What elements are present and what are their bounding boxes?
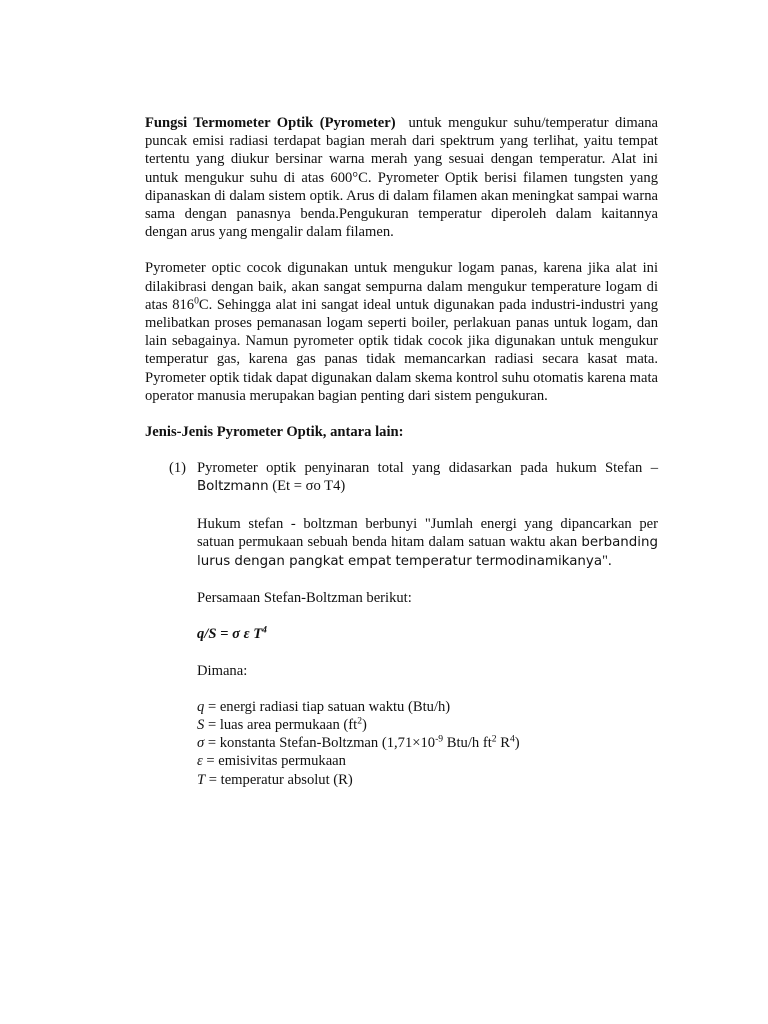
law-statement-text: Hukum stefan - boltzman berbunyi "Jumlah energi yang dipancarkan per satuan permukaan sebuah benda hitam dalam satuan waktu akan [197,515,658,550]
definition-symbol: T [197,771,206,788]
paragraph-intro [145,114,658,241]
definition-t [197,771,658,789]
equation-intro: Persamaan Stefan-Boltzman berikut: [197,590,412,607]
list-item-title-text: Pyrometer optik penyinaran total yang didasarkan pada hukum Stefan – [197,460,658,477]
list-item-title [197,459,658,496]
definition-symbol: q [197,698,205,715]
definition-symbol: ε [197,753,203,770]
paragraph-suitability-part1: Pyrometer optic cocok digunakan untuk mengukur logam panas, karena jika alat ini dilakibrasi dengan baik, akan sangat sempurna dalam mengukur temperature logam di atas 816 [145,260,658,313]
definition-tail: ) [362,717,367,734]
dimana-label: Dimana: [197,662,248,679]
definition-epsilon [197,752,658,770]
list-item-1 [145,459,658,789]
definition-superscript-ft: 2 [491,733,497,745]
definition-superscript: 2 [357,715,362,727]
section-heading: Jenis-Jenis Pyrometer Optik, antara lain: [145,424,404,441]
definition-superscript: -9 [435,733,444,745]
definition-tail-r: R [496,735,510,752]
definitions-list [197,698,658,789]
definition-symbol: σ [197,735,205,752]
list-item-title-end: (Et = σo T4) [268,478,346,495]
paragraph-suitability-part2: C. Sehingga alat ini sangat ideal untuk digunakan pada industri-industri yang melibatkan proses pemanasan logam seperti boiler, perlakuan panas untuk logam, dan lain sebagainya. Namun pyrometer optik tidak cocok jika digunakan untuk mengukur temperatur gas, karena gas panas tidak memancarkan radiasi secara kasat mata. Pyrometer optik tidak dapat digunakan dalam skema kontrol suhu otomatis karena mata operator manusia merupakan bagian penting dari sistem pengukuran. [145,296,658,404]
law-statement-sans: berbanding lurus dengan pangkat empat temperatur termodinamikanya [197,534,658,570]
list-item-title-sans: Boltzmann [197,479,269,495]
law-statement-end: ". [602,553,612,570]
definition-text: = energi radiasi tiap satuan waktu (Btu/h) [204,698,451,715]
document-page [145,114,658,789]
definition-tail-end: ) [514,735,520,752]
definition-tail: Btu/h ft [443,735,492,752]
definition-s [197,716,658,734]
stefan-boltzmann-formula [197,625,658,643]
list-item-body [197,459,658,789]
paragraph-intro-text: untuk mengukur suhu/temperatur dimana puncak emisi radiasi terdapat bagian merah dari spektrum yang terlihat, yaitu tempat tertentu yang diukur bersinar warna merah yang sesuai dengan temperatur. Alat ini untuk mengukur suhu di atas 600°C. Pyrometer Optik berisi filamen tungsten yang dipanaskan di dalam sistem optik. Arus di dalam filamen akan meningkat sampai warna sama dengan panasnya benda.Pengukuran temperatur diperoleh dalam kaitannya dengan arus yang mengalir dalam filamen. [145,115,658,241]
definition-q [197,698,658,716]
definition-text: = emisivitas permukaan [202,753,346,770]
definition-text: = luas area permukaan (ft [204,717,358,734]
temperature-superscript: 0 [194,295,199,307]
paragraph-intro-bold-lead: Fungsi Termometer Optik (Pyrometer) [145,115,396,131]
definition-text: = konstanta Stefan-Boltzman (1,71×10 [204,735,436,752]
definition-superscript-r: 4 [509,733,515,745]
definition-sigma [197,734,658,752]
paragraph-suitability [145,259,658,405]
formula-exponent: 4 [262,625,267,637]
definition-text: = temperatur absolut (R) [205,771,353,788]
law-statement [197,515,658,572]
list-item-number: (1) [169,460,187,477]
formula-main: q/S = σ ε T [197,626,263,643]
definition-symbol: S [197,717,205,734]
